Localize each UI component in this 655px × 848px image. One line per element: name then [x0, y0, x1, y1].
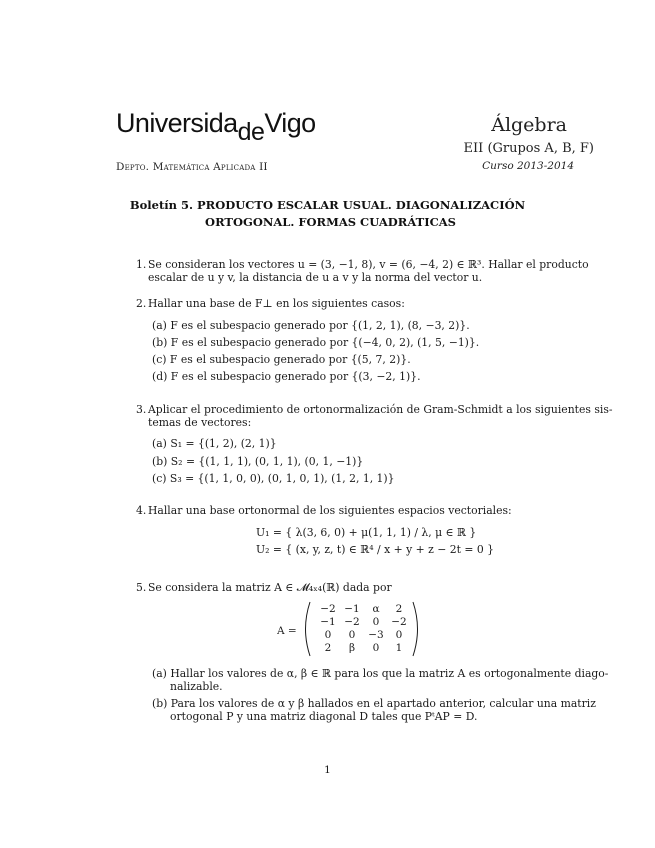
matrix-cell: −2	[320, 603, 336, 615]
matrix-cell: β	[348, 642, 356, 654]
matrix-cell: 0	[324, 629, 332, 641]
problem-3-item: (c) S₃ = {(1, 1, 0, 0), (0, 1, 0, 1), (1, 2, 1, 1)}	[152, 472, 395, 485]
sheet-title-line1: Boletín 5. PRODUCTO ESCALAR USUAL. DIAGONALIZACIÓN	[129, 198, 526, 212]
problem-5-item-a-cont: nalizable.	[170, 680, 223, 693]
problem-2-item: (c) F es el subespacio generado por {(5, 7, 2)}.	[152, 353, 411, 366]
matrix-cell: α	[372, 603, 380, 615]
matrix-cell: −2	[391, 616, 407, 628]
matrix-cell: 1	[395, 642, 403, 654]
matrix-cell: 0	[372, 616, 380, 628]
course-title: Álgebra	[491, 114, 567, 136]
matrix-left-bracket	[306, 602, 311, 656]
problem-3-item: (a) S₁ = {(1, 2), (2, 1)}	[152, 437, 277, 450]
problem-2-item: (a) F es el subespacio generado por {(1, 2, 1), (8, −3, 2)}.	[152, 319, 470, 332]
problem-number: 5.	[136, 581, 147, 594]
problem-number: 1.	[136, 258, 147, 271]
matrix-a-svg	[277, 600, 427, 658]
problem-4-intro: Hallar una base ortonormal de los siguientes espacios vectoriales:	[148, 504, 512, 517]
matrix-label: A =	[277, 625, 297, 637]
problem-5-item-b-cont: ortogonal P y una matriz diagonal D tales que PᵗAP = D.	[170, 710, 478, 723]
academic-year: Curso 2013-2014	[482, 160, 574, 172]
problem-5-intro: Se considera la matriz A ∈ 𝓜₄ₓ₄(ℝ) dada por	[148, 581, 392, 594]
course-groups: EII (Grupos A, B, F)	[463, 141, 594, 156]
problem-2-intro: Hallar una base de F⊥ en los siguientes casos:	[148, 297, 405, 310]
problem-1-line2: escalar de u y v, la distancia de u a v y la norma del vector u.	[148, 271, 483, 284]
problem-3-line2: temas de vectores:	[148, 416, 252, 429]
university-logo: UniversidadeVigo	[116, 108, 316, 146]
matrix-cell: −2	[344, 616, 360, 628]
problem-2-item: (b) F es el subespacio generado por {(−4, 0, 2), (1, 5, −1)}.	[152, 336, 480, 349]
problem-5-item-a: (a) Hallar los valores de α, β ∈ ℝ para los que la matriz A es ortogonalmente diago-	[152, 667, 609, 680]
department: Depto. Matemática Aplicada II	[116, 161, 268, 173]
matrix-cell: −1	[320, 616, 336, 628]
page-number: 1	[324, 764, 331, 776]
problem-number: 4.	[136, 504, 147, 517]
matrix-cell: 0	[395, 629, 403, 641]
matrix-cell: 0	[372, 642, 380, 654]
problem-1-line1: Se consideran los vectores u = (3, −1, 8), v = (6, −4, 2) ∈ ℝ³. Hallar el producto	[148, 258, 589, 271]
matrix-cell: 0	[348, 629, 356, 641]
problem-2-item: (d) F es el subespacio generado por {(3, −2, 1)}.	[152, 370, 421, 383]
matrix-right-bracket	[413, 602, 418, 656]
matrix-cell: −1	[344, 603, 360, 615]
matrix-cell: −3	[368, 629, 384, 641]
matrix-cell: 2	[324, 642, 332, 654]
problem-3-line1: Aplicar el procedimiento de ortonormalización de Gram-Schmidt a los siguientes sis-	[148, 403, 613, 416]
problem-5-item-b: (b) Para los valores de α y β hallados en el apartado anterior, calcular una matriz	[152, 697, 596, 710]
problem-number: 3.	[136, 403, 147, 416]
equation-u1: U₁ = { λ(3, 6, 0) + μ(1, 1, 1) / λ, μ ∈ ℝ }	[256, 526, 477, 539]
problem-3-item: (b) S₂ = {(1, 1, 1), (0, 1, 1), (0, 1, −1)}	[152, 455, 364, 468]
sheet-title-line2: ORTOGONAL. FORMAS CUADRÁTICAS	[205, 215, 456, 229]
problem-number: 2.	[136, 297, 147, 310]
matrix-a	[277, 600, 427, 654]
equation-u2: U₂ = { (x, y, z, t) ∈ ℝ⁴ / x + y + z − 2t = 0 }	[256, 543, 494, 556]
matrix-cell: 2	[395, 603, 403, 615]
